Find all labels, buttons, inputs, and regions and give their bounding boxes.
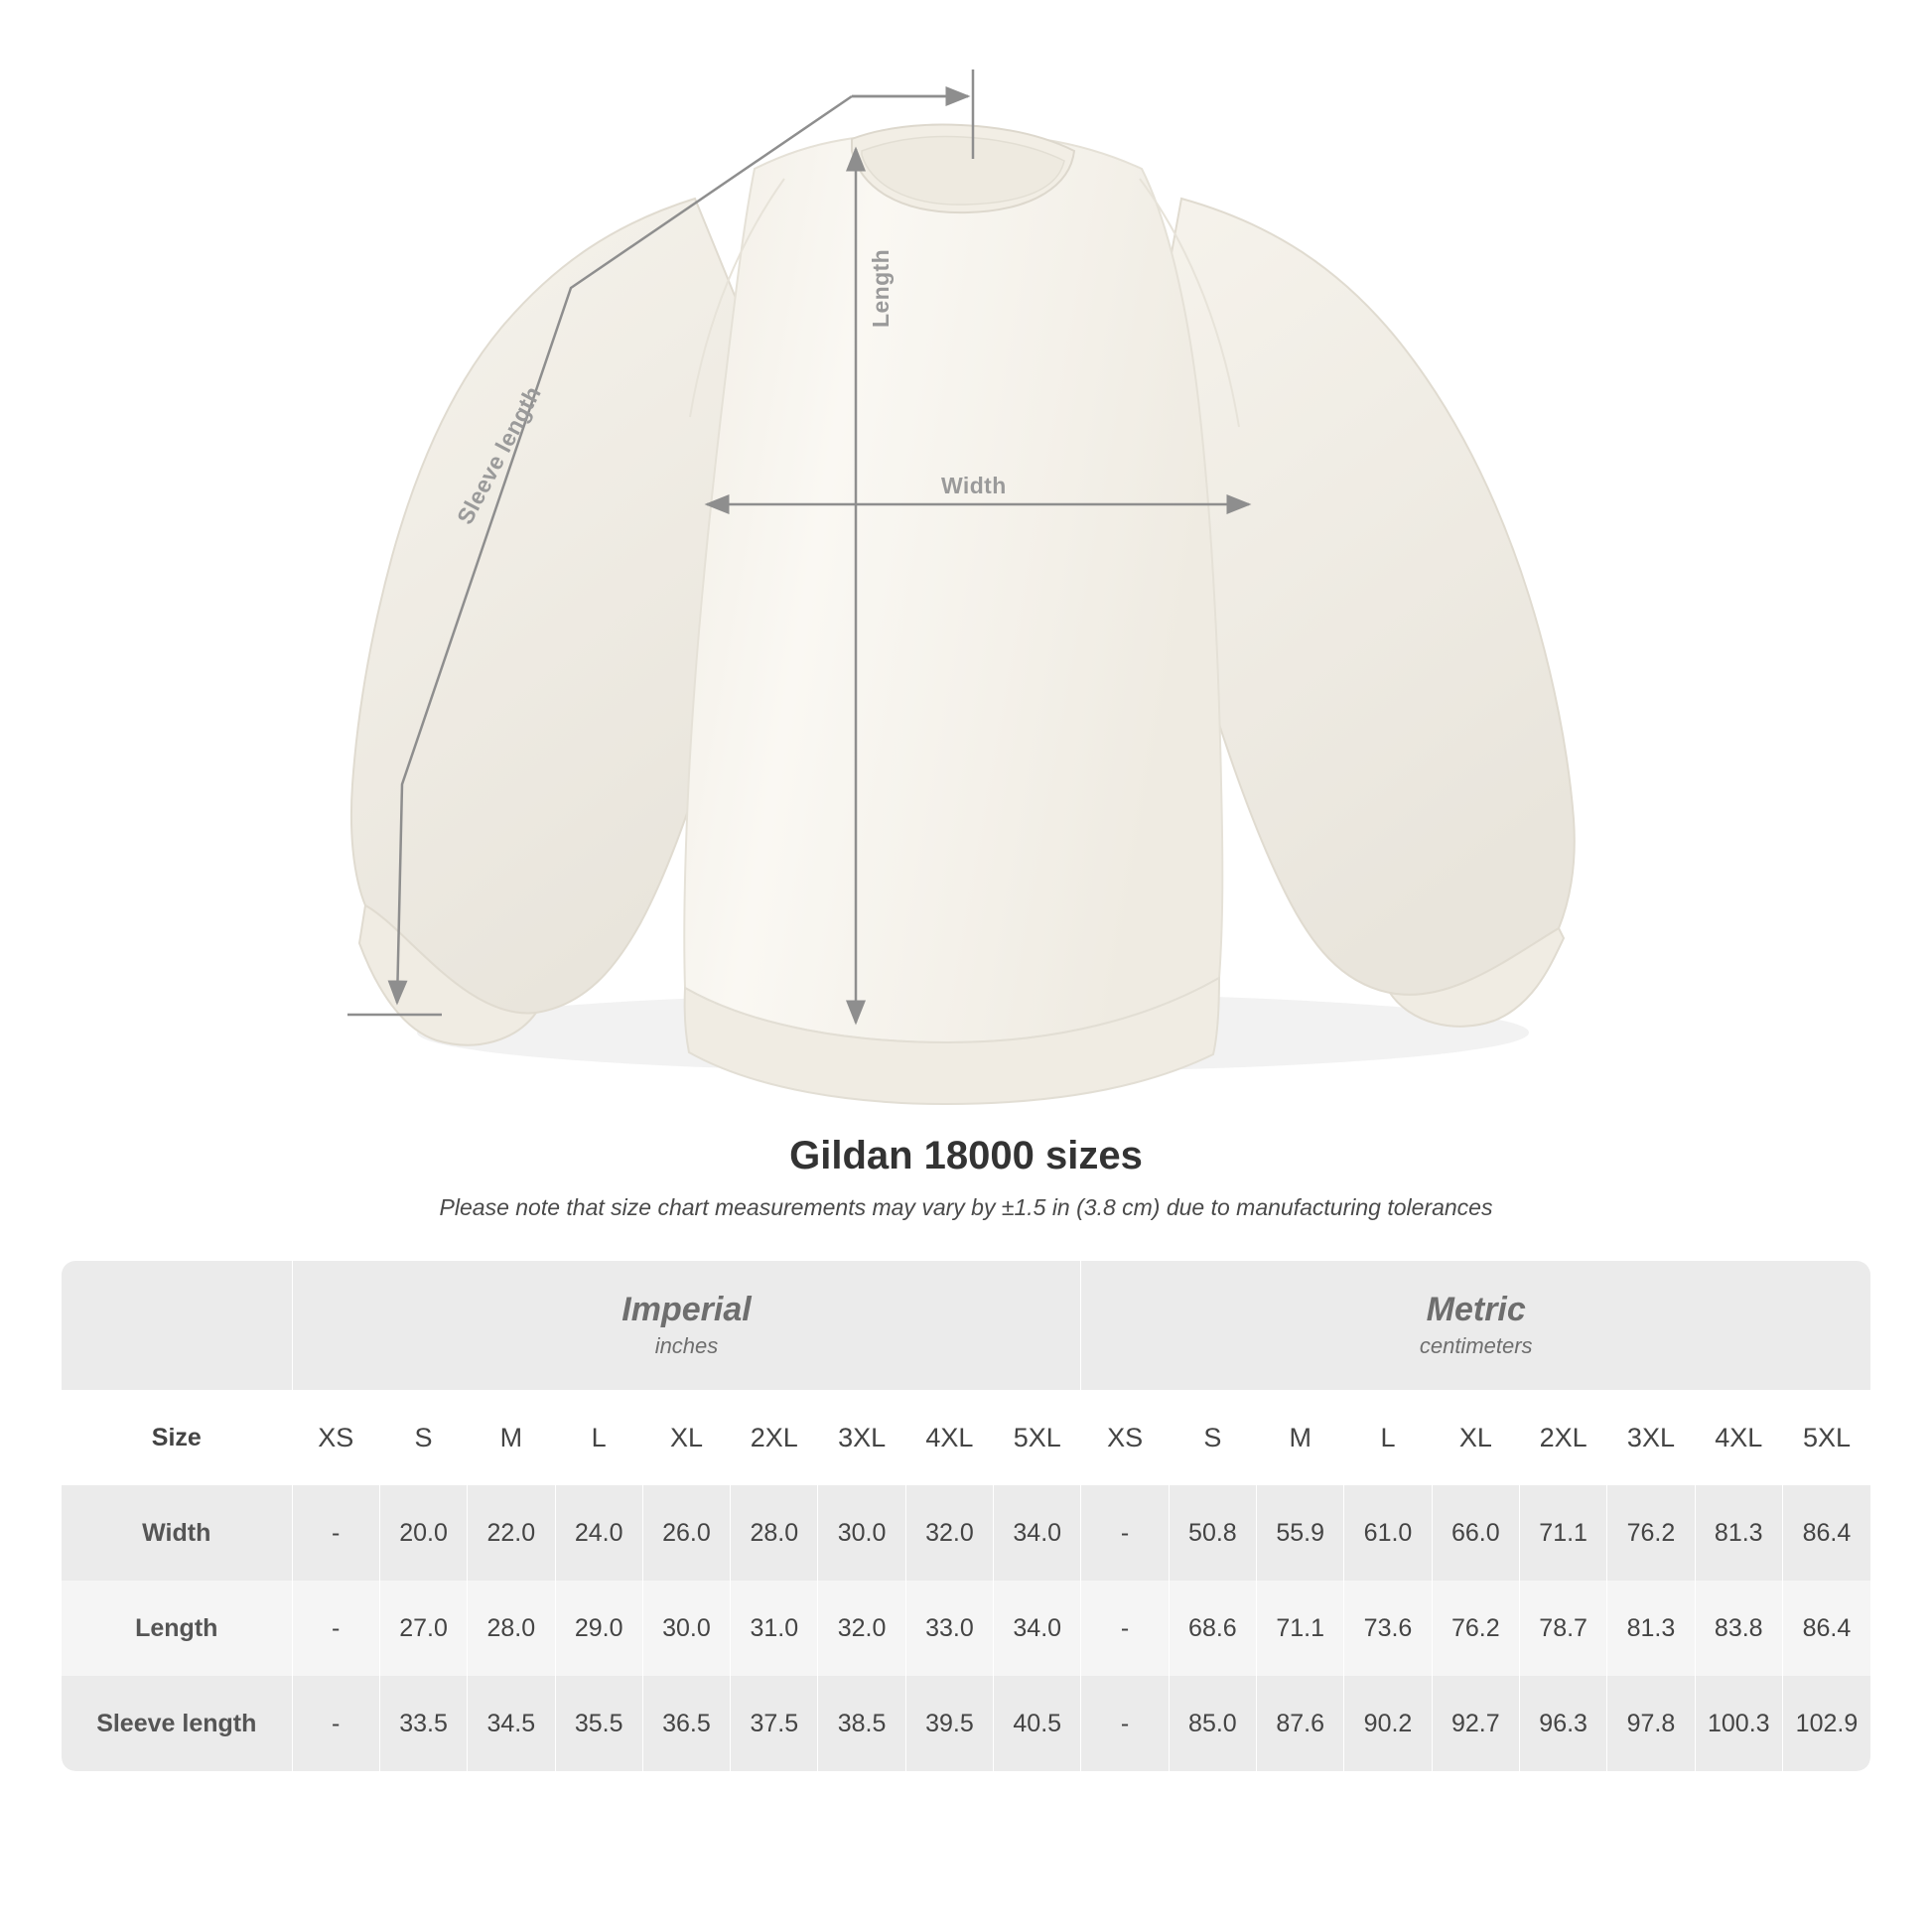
cell-sleeve-3: 35.5 — [555, 1676, 642, 1771]
cell-sleeve-10: 85.0 — [1169, 1676, 1256, 1771]
size-col-metric-xs: XS — [1081, 1390, 1169, 1485]
cell-length-16: 83.8 — [1695, 1581, 1782, 1676]
cell-width-9: - — [1081, 1485, 1169, 1581]
cell-sleeve-13: 92.7 — [1432, 1676, 1519, 1771]
size-header-label: Size — [62, 1390, 292, 1485]
unit-sub-imperial: inches — [654, 1332, 719, 1358]
size-col-metric-m: M — [1257, 1390, 1344, 1485]
cell-length-1: 27.0 — [379, 1581, 467, 1676]
row-label-length: Length — [62, 1581, 292, 1676]
cell-width-2: 22.0 — [468, 1485, 555, 1581]
cell-sleeve-5: 37.5 — [731, 1676, 818, 1771]
cell-sleeve-15: 97.8 — [1607, 1676, 1695, 1771]
cell-length-5: 31.0 — [731, 1581, 818, 1676]
cell-width-1: 20.0 — [379, 1485, 467, 1581]
cell-sleeve-0: - — [292, 1676, 379, 1771]
cell-length-14: 78.7 — [1519, 1581, 1606, 1676]
tolerance-note: Please note that size chart measurements may vary by ±1.5 in (3.8 cm) due to manufacturing tolerances — [439, 1194, 1493, 1220]
table-row — [62, 1581, 1870, 1676]
table-row — [62, 1485, 1870, 1581]
cell-width-8: 34.0 — [994, 1485, 1081, 1581]
cell-width-4: 26.0 — [642, 1485, 730, 1581]
cell-length-9: - — [1081, 1581, 1169, 1676]
size-col-imperial-l: L — [555, 1390, 642, 1485]
cell-sleeve-11: 87.6 — [1257, 1676, 1344, 1771]
cell-sleeve-12: 90.2 — [1344, 1676, 1432, 1771]
unit-name-imperial: Imperial — [621, 1291, 752, 1329]
size-col-imperial-xl: XL — [642, 1390, 730, 1485]
cell-length-10: 68.6 — [1169, 1581, 1256, 1676]
cell-width-17: 86.4 — [1782, 1485, 1870, 1581]
cell-width-0: - — [292, 1485, 379, 1581]
cell-width-10: 50.8 — [1169, 1485, 1256, 1581]
cell-length-11: 71.1 — [1257, 1581, 1344, 1676]
unit-name-metric: Metric — [1426, 1291, 1526, 1329]
size-col-imperial-4xl: 4XL — [905, 1390, 993, 1485]
width-label: Width — [941, 473, 1007, 498]
cell-length-4: 30.0 — [642, 1581, 730, 1676]
cell-sleeve-14: 96.3 — [1519, 1676, 1606, 1771]
size-col-metric-4xl: 4XL — [1695, 1390, 1782, 1485]
cell-sleeve-17: 102.9 — [1782, 1676, 1870, 1771]
cell-width-12: 61.0 — [1344, 1485, 1432, 1581]
size-table-wrapper — [62, 1261, 1870, 1771]
cell-sleeve-6: 38.5 — [818, 1676, 905, 1771]
cell-sleeve-2: 34.5 — [468, 1676, 555, 1771]
unit-sub-metric: centimeters — [1419, 1332, 1533, 1358]
unit-header-imperial — [292, 1261, 1081, 1390]
size-col-metric-3xl: 3XL — [1607, 1390, 1695, 1485]
unit-header-row — [62, 1261, 1870, 1390]
cell-length-17: 86.4 — [1782, 1581, 1870, 1676]
size-col-metric-l: L — [1344, 1390, 1432, 1485]
size-table — [62, 1261, 1870, 1771]
size-col-imperial-s: S — [379, 1390, 467, 1485]
cell-sleeve-4: 36.5 — [642, 1676, 730, 1771]
cell-length-0: - — [292, 1581, 379, 1676]
cell-length-15: 81.3 — [1607, 1581, 1695, 1676]
cell-length-12: 73.6 — [1344, 1581, 1432, 1676]
cell-sleeve-8: 40.5 — [994, 1676, 1081, 1771]
unit-header-metric — [1081, 1261, 1870, 1390]
size-col-imperial-2xl: 2XL — [731, 1390, 818, 1485]
cell-width-15: 76.2 — [1607, 1485, 1695, 1581]
cell-width-16: 81.3 — [1695, 1485, 1782, 1581]
cell-width-5: 28.0 — [731, 1485, 818, 1581]
cell-width-3: 24.0 — [555, 1485, 642, 1581]
size-col-imperial-5xl: 5XL — [994, 1390, 1081, 1485]
cell-width-13: 66.0 — [1432, 1485, 1519, 1581]
size-col-metric-5xl: 5XL — [1782, 1390, 1870, 1485]
cell-width-14: 71.1 — [1519, 1485, 1606, 1581]
table-row — [62, 1676, 1870, 1771]
cell-length-6: 32.0 — [818, 1581, 905, 1676]
cell-width-7: 32.0 — [905, 1485, 993, 1581]
cell-length-7: 33.0 — [905, 1581, 993, 1676]
row-label-width: Width — [62, 1485, 292, 1581]
cell-length-8: 34.0 — [994, 1581, 1081, 1676]
cell-sleeve-7: 39.5 — [905, 1676, 993, 1771]
size-col-metric-s: S — [1169, 1390, 1256, 1485]
sleeve-length-label: Sleeve length — [452, 381, 547, 529]
size-col-metric-2xl: 2XL — [1519, 1390, 1606, 1485]
unit-header-spacer — [62, 1261, 292, 1390]
size-header-row — [62, 1390, 1870, 1485]
page-title: Gildan 18000 sizes — [789, 1134, 1143, 1177]
cell-sleeve-9: - — [1081, 1676, 1169, 1771]
size-col-imperial-m: M — [468, 1390, 555, 1485]
size-col-imperial-3xl: 3XL — [818, 1390, 905, 1485]
cell-width-6: 30.0 — [818, 1485, 905, 1581]
size-col-metric-xl: XL — [1432, 1390, 1519, 1485]
cell-width-11: 55.9 — [1257, 1485, 1344, 1581]
row-label-sleeve-length: Sleeve length — [62, 1676, 292, 1771]
cell-length-3: 29.0 — [555, 1581, 642, 1676]
title-block — [0, 1134, 1932, 1221]
cell-length-2: 28.0 — [468, 1581, 555, 1676]
length-label: Length — [868, 248, 894, 328]
cell-length-13: 76.2 — [1432, 1581, 1519, 1676]
cell-sleeve-1: 33.5 — [379, 1676, 467, 1771]
cell-sleeve-16: 100.3 — [1695, 1676, 1782, 1771]
size-col-imperial-xs: XS — [292, 1390, 379, 1485]
